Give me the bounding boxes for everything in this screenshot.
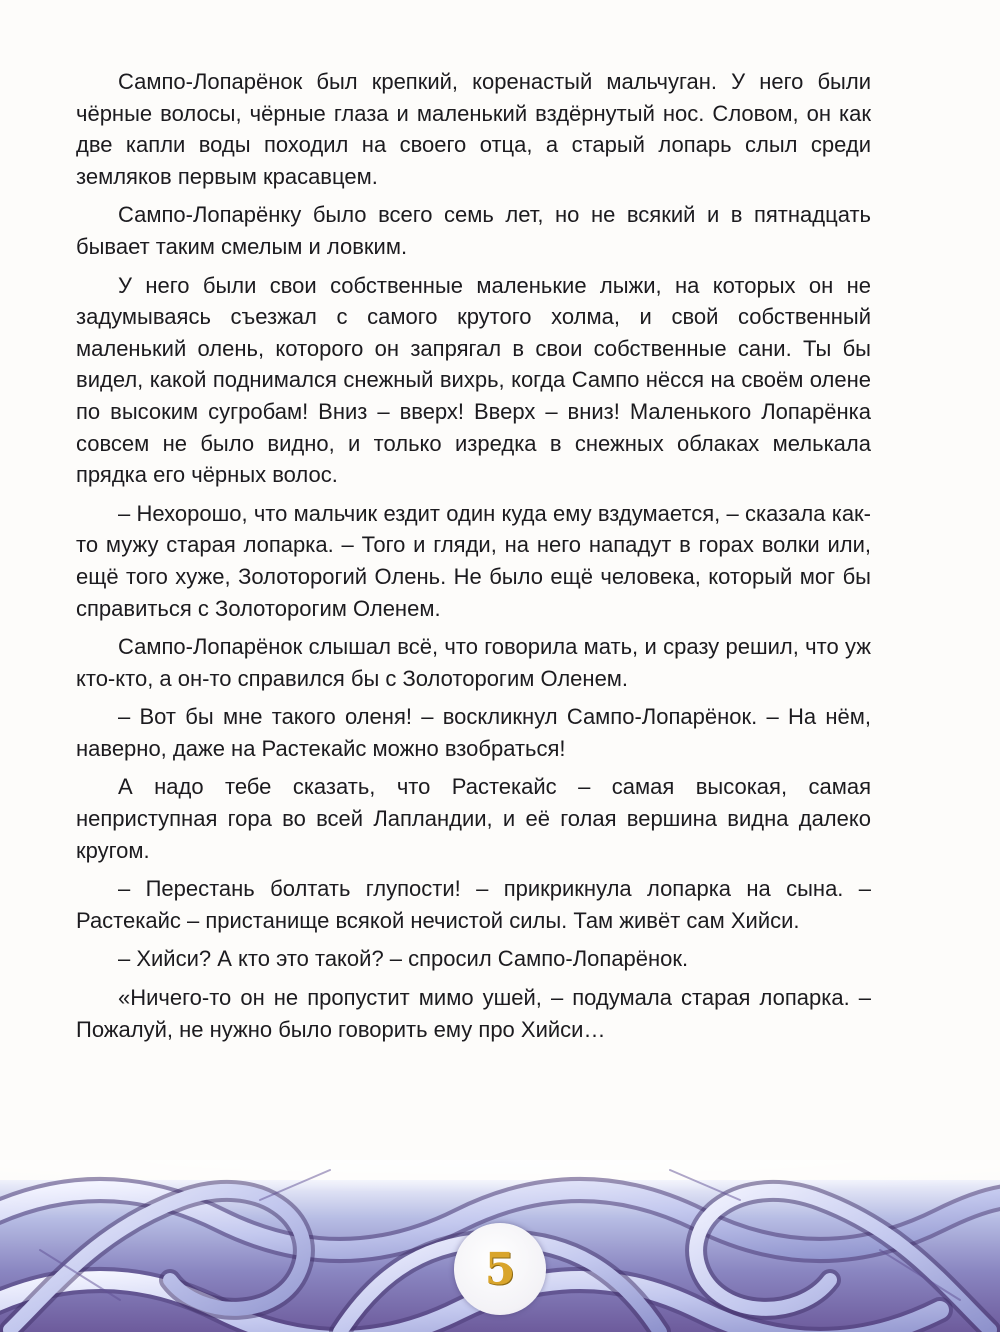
paragraph: Сампо-Лопарёнок слышал всё, что говорила мать, и сразу решил, что уж кто-кто, а он-то справился бы с Золоторогим Оленем. bbox=[76, 634, 871, 691]
paragraph: – Нехорошо, что мальчик ездит один куда ему вздумается, – сказала как-то мужу старая лопарка. – Того и гляди, на него нападут в горах волки или, ещё того хуже, Золоторогий Олень. Не было ещё человека, который мог бы справиться с Золоторогим Оленем. bbox=[76, 500, 871, 621]
story-text bbox=[76, 66, 871, 1052]
paragraph: – Хийси? А кто это такой? – спросил Сампо-Лопарёнок. bbox=[118, 946, 689, 972]
paragraph: А надо тебе сказать, что Растекайс – самая высокая, самая неприступная гора во всей Лапландии, и её голая вершина видна далеко кругом. bbox=[76, 774, 871, 863]
paragraph: Сампо-Лопарёнку было всего семь лет, но не всякий и в пятнадцать бывает таким смелым и ловким. bbox=[76, 202, 871, 259]
paragraph: – Вот бы мне такого оленя! – воскликнул Сампо-Лопарёнок. – На нём, наверно, даже на Растекайс можно взобраться! bbox=[76, 704, 871, 761]
paragraph: Сампо-Лопарёнок был крепкий, коренастый мальчуган. У него были чёрные волосы, чёрные глаза и маленький вздёрнутый нос. Словом, он как две капли воды походил на своего отца, а старый лопарь слыл среди земляков первым красавцем. bbox=[76, 69, 871, 189]
paragraph: – Перестань болтать глупости! – прикрикнула лопарка на сына. – Растекайс – пристанище всякой нечистой силы. Там живёт сам Хийси. bbox=[76, 876, 871, 933]
paragraph: У него были свои собственные маленькие лыжи, на которых он не задумываясь съезжал с самого крутого холма, и свой собственный маленький олень, которого он запрягал в свои собственные сани. Ты бы видел, какой поднимался снежный вихрь, когда Сампо нёсся на своём олене по высоким сугробам! Вниз – вверх! Вверх – вниз! Маленького Лопарёнка совсем не было видно, и только изредка в снежных облаках мелькала прядка его чёрных волос. bbox=[76, 272, 871, 488]
page-number: 5 bbox=[454, 1223, 546, 1315]
paragraph: «Ничего-то он не пропустит мимо ушей, – подумала старая лопарка. – Пожалуй, не нужно было говорить ему про Хийси… bbox=[76, 985, 871, 1042]
